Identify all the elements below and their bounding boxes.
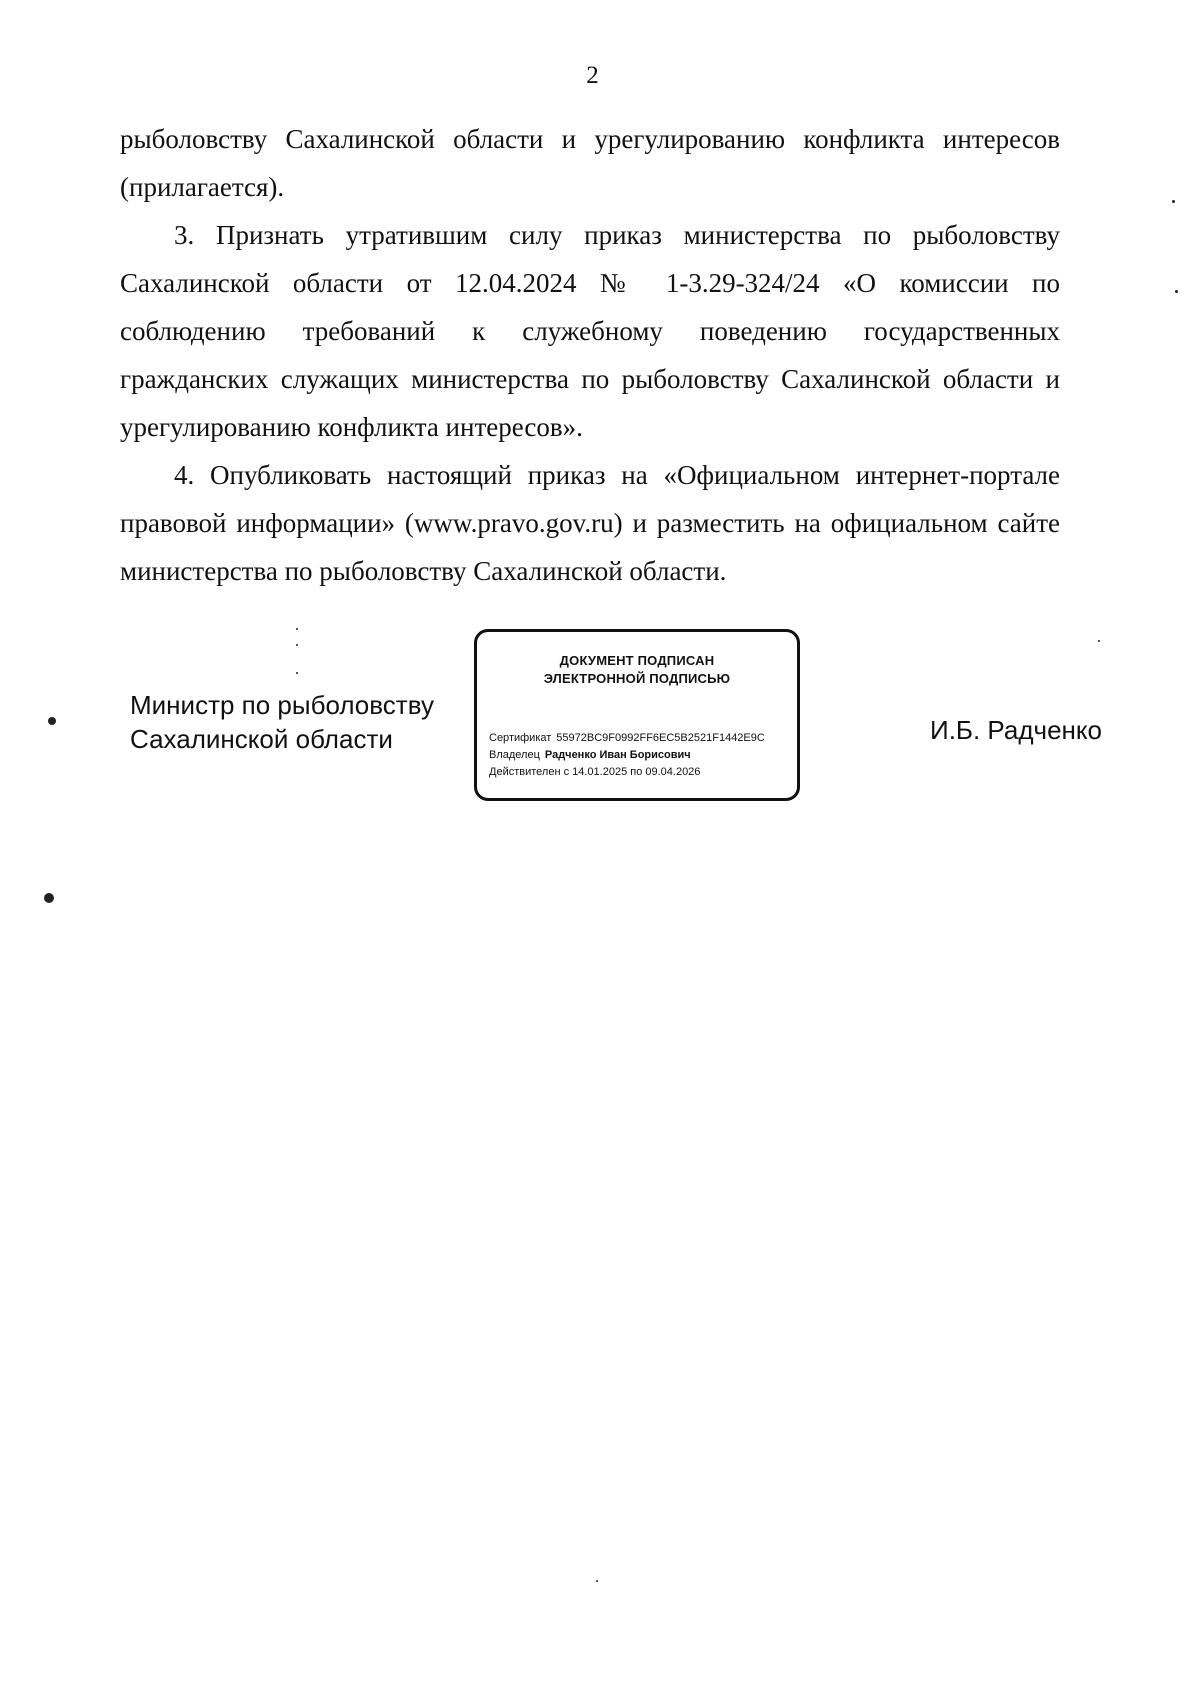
stamp-title xyxy=(477,652,797,688)
stamp-certificate-label: Сертификат xyxy=(489,732,552,744)
document-body xyxy=(120,115,1060,595)
stamp-owner-value: Радченко Иван Борисович xyxy=(544,749,691,761)
paragraph-3: 3. Признать утратившим силу приказ министерства по рыболовству Сахалинской области от 12.04.2024 № 1-3.29-324/24 «О комиссии по соблюдению требований к служебному поведению государственных гражданских служащих министерства по рыболовству Сахалинской области и урегулированию конфликта интересов». xyxy=(120,220,1060,442)
signatory-position-line-1: Министр по рыболовству xyxy=(130,690,434,720)
stamp-certificate-row xyxy=(489,730,793,747)
signatory-name: И.Б. Радченко xyxy=(930,715,1103,745)
scan-speck xyxy=(44,893,54,903)
scan-speck xyxy=(296,628,298,630)
scan-speck xyxy=(296,672,298,674)
stamp-owner-label: Владелец xyxy=(489,749,540,761)
page-number: 2 xyxy=(586,62,599,89)
scan-speck xyxy=(296,644,298,646)
signatory-position-line-2: Сахалинской области xyxy=(130,724,393,754)
stamp-title-line-1: ДОКУМЕНТ ПОДПИСАН xyxy=(559,653,715,668)
stamp-validity-row: Действителен с 14.01.2025 по 09.04.2026 xyxy=(489,766,701,778)
electronic-signature-stamp xyxy=(474,629,800,801)
scan-speck xyxy=(1098,640,1100,642)
stamp-owner-row xyxy=(489,747,793,764)
stamp-title-line-2: ЭЛЕКТРОННОЙ ПОДПИСЬЮ xyxy=(543,671,731,686)
scan-speck xyxy=(48,717,56,725)
scan-speck xyxy=(596,1580,598,1582)
signatory-position xyxy=(130,688,434,756)
stamp-certificate-value: 55972BC9F0992FF6EC5B2521F1442E9C xyxy=(556,732,765,744)
scan-speck xyxy=(1172,200,1175,203)
paragraph-4: 4. Опубликовать настоящий приказ на «Официальном интернет-портале правовой информации» (www.pravo.gov.ru) и разместить на официальном сайте министерства по рыболовству Сахалинской области. xyxy=(120,460,1060,586)
paragraph-continuation: рыболовству Сахалинской области и урегулированию конфликта интересов (прилагается). xyxy=(120,124,1060,202)
scan-speck xyxy=(1175,290,1178,293)
stamp-details xyxy=(489,730,793,781)
